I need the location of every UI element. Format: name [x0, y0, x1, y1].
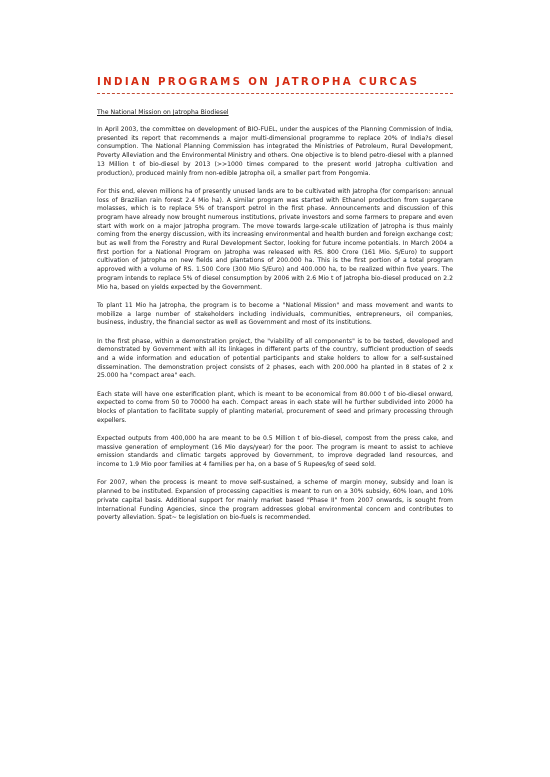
paragraph: For this end, eleven millions ha of presently unused lands are to be cultivated with Jatropha (for comparison: annual loss of Brazilian rain forest 2.4 Mio ha). A similar program was started with Ethanol production from sugarcane molasses, which is to replace 5% of transport petrol in the first phase. Announcements and discussion of this program have already now brought numerous institutions, private investors and some farmers to prepare and even start with work on a major Jatropha program. The move towards large-scale utilization of Jatropha is thus mainly coming from the energy discussion, with its increasing environmental and health burden and foreign exchange cost; but as well from the Forestry and Rural Development Sector, looking for future income potentials. In March 2004 a first portion for a National Program on Jatropha was released with RS. 800 Crore (161 Mio. S/Euro) to support cultivation of Jatropha on new fields and plantations of 200.000 ha. This is the first portion of a total program approved with a volume of RS. 1.500 Core (300 Mio S/Euro) and 400.000 ha, to be realized within five years. The program intends to replace 5% of diesel consumption by 2006 with 2.6 Mio t of Jatropha bio-diesel produced on 2.2 Mio ha, based on yields expected by the Government.	[97, 187, 453, 291]
document-body	[97, 108, 453, 533]
paragraph: Expected outputs from 400,000 ha are meant to be 0.5 Million t of bio-diesel, compost from the press cake, and massive generation of employment (16 Mio days/year) for the poor. The program is meant to assist to achieve emission standards and climatic targets approved by Government, to improve degraded land resources, and income to 1.9 Mio poor families at 4 families per ha, on a base of 5 Rupees/kg of seed sold.	[97, 435, 453, 469]
paragraph: In April 2003, the committee on development of BIO-FUEL, under the auspices of the Planning Commission of India, presented its report that recommends a major multi-dimensional programme to replace 20% of India?s diesel consumption. The National Planning Commission has integrated the Ministries of Petroleum, Rural Development, Poverty Alleviation and the Environmental Ministry and others. One objective is to blend petro-diesel with a planned 13 Million t of bio-diesel by 2013 (>>1000 times compared to the present world Jatropha cultivation and production), produced mainly from non-edible Jatropha oil, a smaller part from Pongomia.	[97, 126, 453, 177]
title-divider	[97, 93, 453, 94]
paragraph: Each state will have one esterification plant, which is meant to be economical from 80.000 t of bio-diesel onward, expected to come from 50 to 70000 ha each. Compact areas in each state will he further subdivided into 2000 ha blocks of plantation to facilitate supply of planting material, procurement of seed and primary processing through expellers.	[97, 390, 453, 424]
paragraph: To plant 11 Mio ha Jatropha, the program is to become a "National Mission" and mass movement and wants to mobilize a large number of stakeholders including individuals, communities, entrepreneurs, oil companies, business, industry, the financial sector as well as Government and most of its institutions.	[97, 301, 453, 327]
section-subheading: The National Mission on Jatropha Biodiesel	[97, 109, 229, 116]
paragraph: For 2007, when the process is meant to move self-sustained, a scheme of margin money, subsidy and loan is planned to be instituted. Expansion of processing capacities is meant to run on a 30% subsidy, 60% loan, and 10% private capital basis. Additional support for mainly market based "Phase II" from 2007 onwards, is sought from International Funding Agencies, since the program addresses global environmental concern and contributes to poverty alleviation. Spat~ te legislation on bio-fuels is recommended.	[97, 479, 453, 522]
paragraph: In the first phase, within a demonstration project, the "viability of all components" is to be tested, developed and demonstrated by Government with all its linkages in different parts of the country, sufficient production of seeds and a wide information and education of potential participants and stake holders to allow for a self-sustained dissemination. The demonstration project consists of 2 phases, each with 200.000 ha planted in 8 states of 2 x 25.000 ha "compact area" each.	[97, 337, 453, 380]
document-title: INDIAN PROGRAMS ON JATROPHA CURCAS	[97, 77, 420, 88]
